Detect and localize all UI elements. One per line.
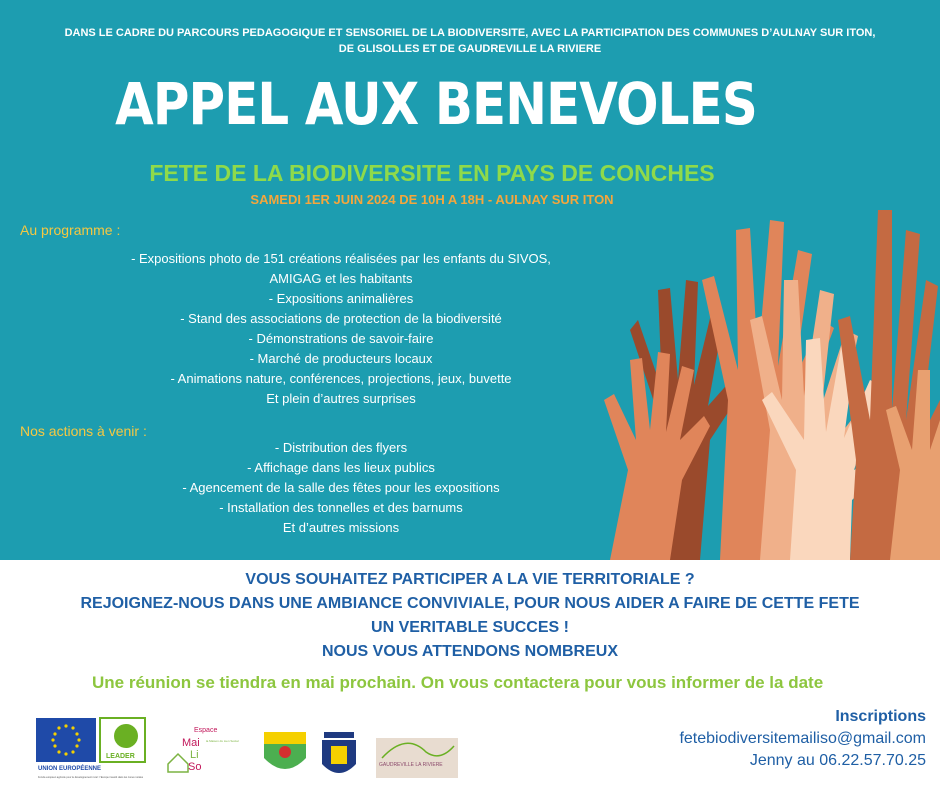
gaudreville-logo	[376, 738, 458, 778]
contact-info	[679, 706, 926, 772]
house-icon	[168, 754, 188, 772]
leader-label: LEADER	[106, 753, 135, 760]
list-item: - Installation des tonnelles et des barnums	[219, 500, 463, 515]
intro-line: DANS LE CADRE DU PARCOURS PEDAGOGIQUE ET SENSORIEL DE LA BIODIVERSITE, AVEC LA PARTICIPATION DES COMMUNES D’AULNAY SUR ITON,	[64, 27, 876, 39]
list-item: - Démonstrations de savoir-faire	[248, 331, 434, 346]
maliso-li: Li	[190, 749, 199, 761]
event-title: FETE DE LA BIODIVERSITE EN PAYS DE CONCHES	[149, 160, 715, 186]
page-title: APPEL AUX BENEVOLES	[115, 70, 757, 138]
actions-list	[0, 438, 682, 538]
inscriptions-label: Inscriptions	[835, 708, 926, 725]
leader-logo	[100, 718, 145, 762]
contact-email[interactable]: fetebiodiversitemailiso@gmail.com	[679, 730, 926, 747]
list-item: - Affichage dans les lieux publics	[247, 460, 435, 475]
list-item: AMIGAG et les habitants	[269, 271, 413, 286]
eu-caption: Fonds européen agricole pour le développement rural : l'Europe investit dans les zones rurales	[38, 775, 144, 779]
list-item: - Stand des associations de protection de la biodiversité	[180, 311, 502, 326]
intro-line: DE GLISOLLES ET DE GAUDREVILLE LA RIVIERE	[338, 43, 602, 55]
meeting-notice: Une réunion se tiendra en mai prochain. On vous contactera pour vous informer de la date	[92, 673, 824, 692]
list-item: - Expositions animalières	[268, 291, 414, 306]
maliso-logo	[168, 727, 239, 773]
maliso-sub: la Maison du Lien Social	[206, 739, 239, 743]
eu-label: UNION EUROPÉENNE	[38, 766, 102, 772]
coat-of-arms-2-logo	[322, 732, 356, 773]
list-item: Et plein d’autres surprises	[266, 391, 416, 406]
partner-logos	[36, 714, 466, 784]
coat-of-arms-1-logo	[264, 732, 306, 769]
call-to-action	[0, 568, 940, 664]
list-item: Et d’autres missions	[282, 520, 400, 535]
list-item: - Marché de producteurs locaux	[249, 351, 433, 366]
gaudreville-label: GAUDREVILLE LA RIVIERE	[379, 762, 443, 768]
list-item: - Distribution des flyers	[274, 440, 408, 455]
contact-phone[interactable]: Jenny au 06.22.57.70.25	[749, 752, 926, 769]
cta-line: UN VERITABLE SUCCES !	[371, 619, 569, 636]
maliso-so: So	[188, 761, 202, 773]
cta-line: NOUS VOUS ATTENDONS NOMBREUX	[321, 643, 618, 660]
list-item: - Expositions photo de 151 créations réalisées par les enfants du SIVOS,	[131, 251, 551, 266]
event-date: SAMEDI 1ER JUIN 2024 DE 10H A 18H - AULNAY SUR ITON	[250, 192, 614, 207]
cta-line: VOUS SOUHAITEZ PARTICIPER A LA VIE TERRITORIALE ?	[245, 571, 695, 588]
programme-label: Au programme :	[20, 222, 121, 238]
actions-label: Nos actions à venir :	[20, 423, 147, 439]
cta-line: REJOIGNEZ-NOUS DANS UNE AMBIANCE CONVIVIALE, POUR NOUS AIDER A FAIRE DE CETTE FETE	[80, 595, 860, 612]
intro-text	[20, 25, 920, 57]
list-item: - Animations nature, conférences, projections, jeux, buvette	[170, 371, 512, 386]
programme-list	[0, 249, 682, 409]
maliso-mai: Mai	[182, 737, 200, 749]
list-item: - Agencement de la salle des fêtes pour les expositions	[182, 480, 500, 495]
espace-label: Espace	[194, 727, 218, 734]
raised-hands-illustration	[600, 170, 940, 560]
